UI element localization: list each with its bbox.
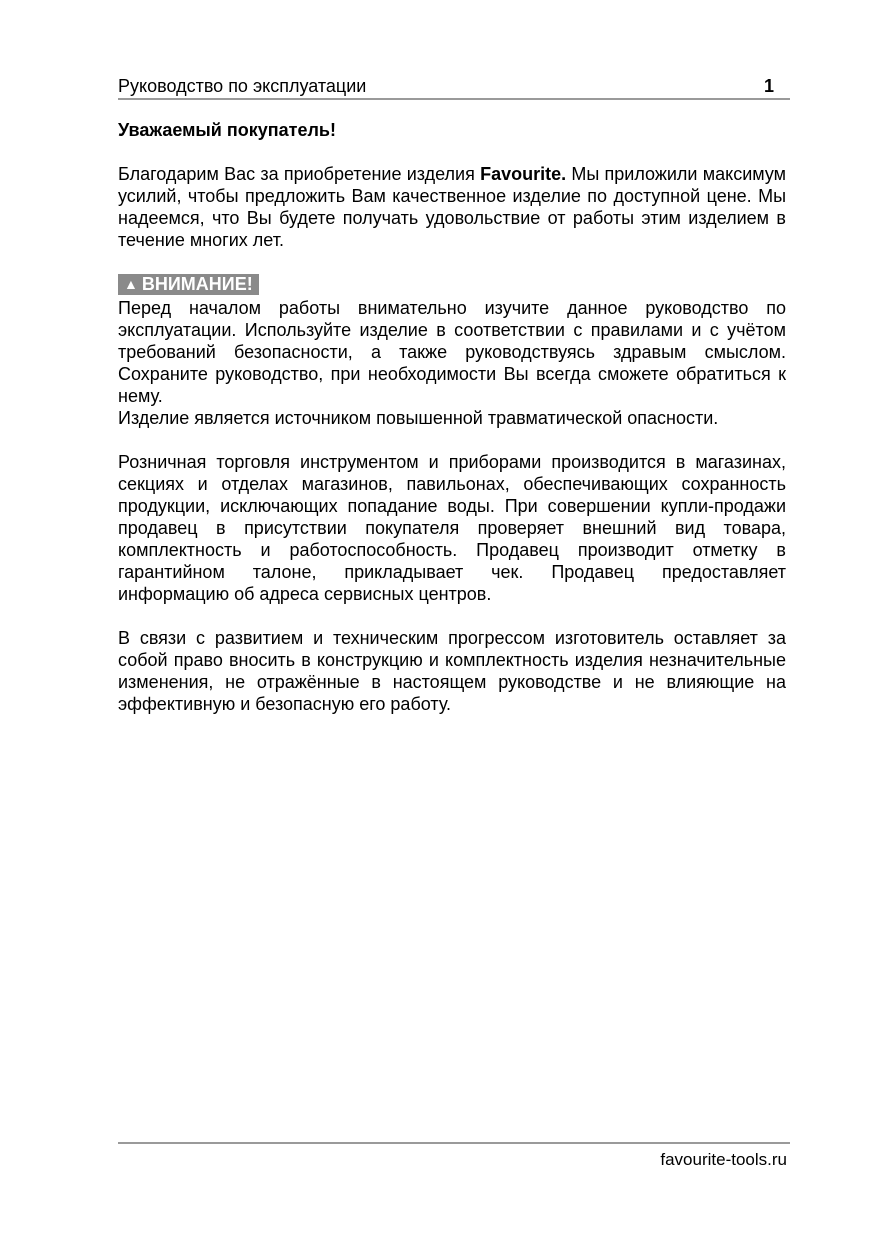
- warning-badge: [118, 274, 259, 295]
- manual-page: [118, 0, 790, 1241]
- page-header: [118, 72, 790, 100]
- warning-label: ВНИМАНИЕ!: [141, 274, 253, 294]
- intro-text-end: Мы приложили максимум усилий, чтобы предложить Вам качественное изделие по доступной цене. Мы надеемся, что Вы будете получать удовольствие от работы этим изделием в течение многих лет.: [118, 164, 786, 250]
- page-footer: [118, 1142, 790, 1169]
- warning-paragraph: Перед началом работы внимательно изучите данное руководство по эксплуатации. Используйте изделие в соответствии с правилами и с учётом требований безопасности, а также руководствуясь здравым смыслом. Сохраните руководство, при необходимости Вы всегда сможете обратиться к нему.: [118, 298, 786, 406]
- retail-paragraph: Розничная торговля инструментом и приборами производится в магазинах, секциях и отделах магазинов, павильонах, обеспечивающих сохранность продукции, исключающих попадание воды. При совершении купли-продажи продавец в присутствии покупателя проверяет внешний вид товара, комплектность и работоспособность. Продавец производит отметку в гарантийном талоне, прикладывает чек. Продавец предоставляет информацию об адреса сервисных центров.: [118, 452, 786, 604]
- warning-note: Изделие является источником повышенной травматической опасности.: [118, 408, 719, 428]
- greeting-heading: Уважаемый покупатель!: [118, 120, 336, 140]
- header-title: Руководство по эксплуатации: [118, 76, 367, 96]
- page-content: [118, 119, 786, 715]
- warning-triangle-icon: ▲: [124, 276, 138, 292]
- changes-paragraph: В связи с развитием и техническим прогрессом изготовитель оставляет за собой право вносить в конструкцию и комплектность изделия незначительные изменения, не отражённые в настоящем руководстве и не влияющие на эффективную и безопасную его работу.: [118, 628, 786, 714]
- footer-website: favourite-tools.ru: [660, 1150, 787, 1169]
- intro-paragraph: [118, 163, 786, 251]
- brand-name: Favourite.: [480, 164, 567, 184]
- intro-text-start: Благодарим Вас за приобретение изделия: [118, 164, 481, 184]
- page-number: 1: [763, 76, 774, 96]
